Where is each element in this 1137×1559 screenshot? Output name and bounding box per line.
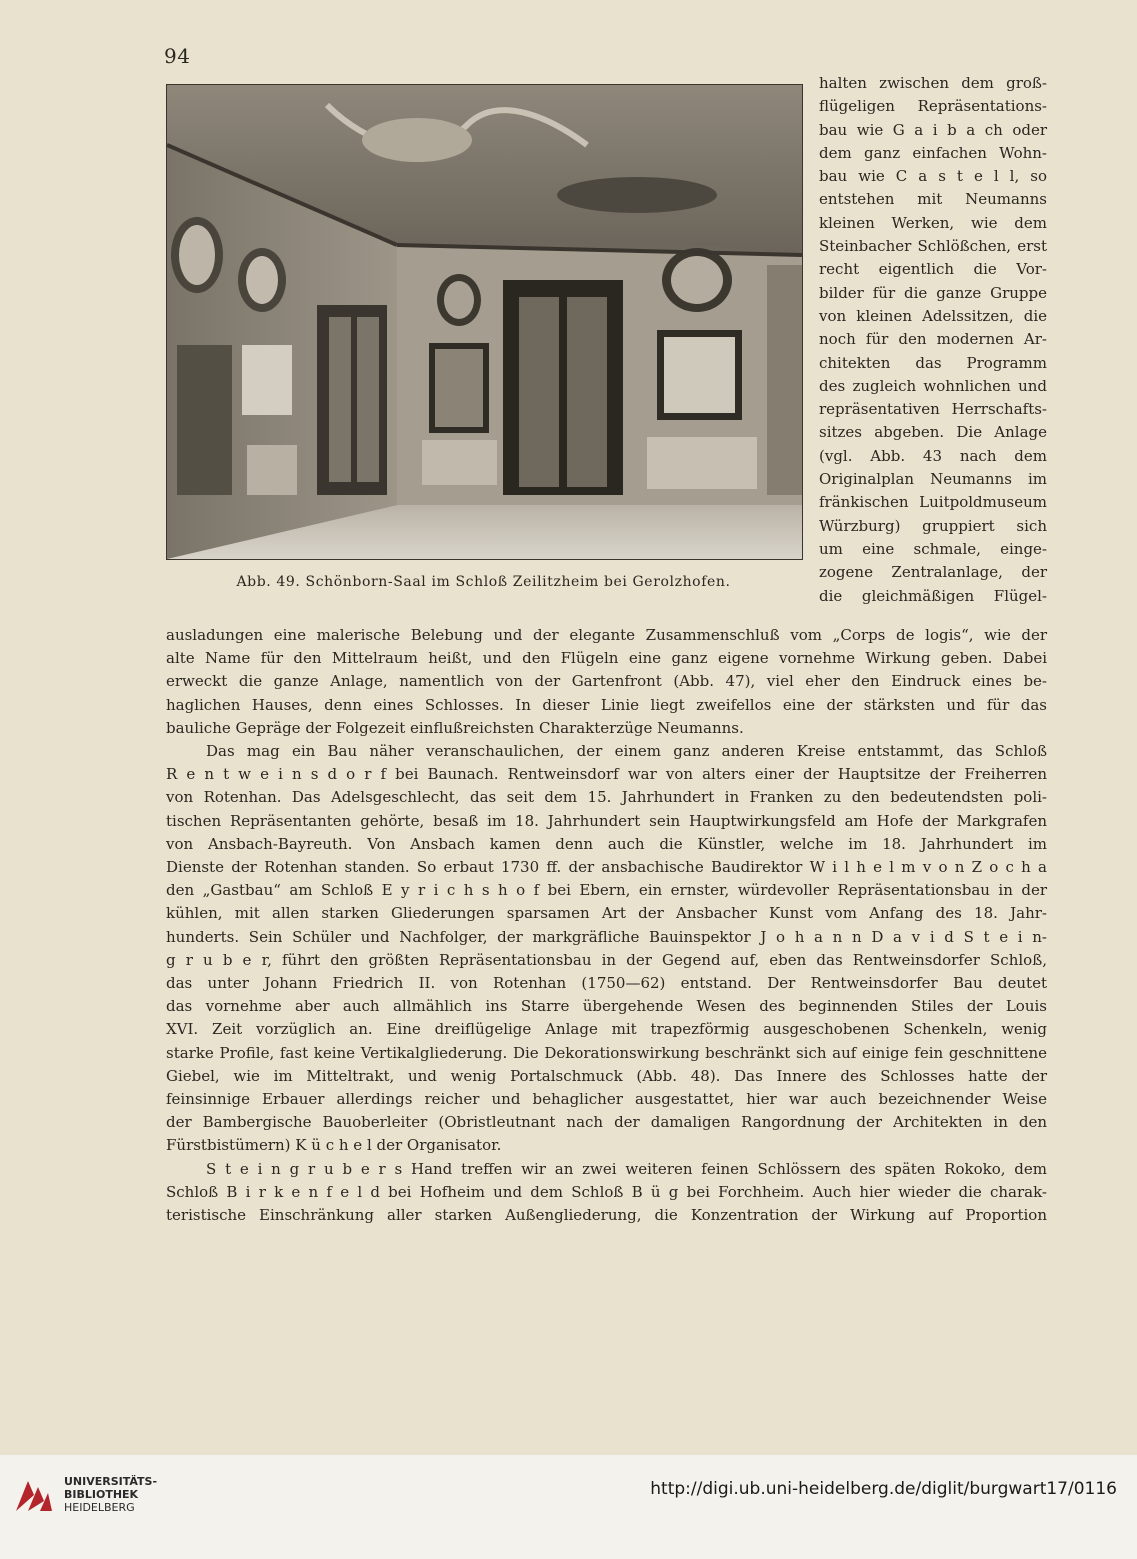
library-logo-icon — [14, 1477, 54, 1513]
text-line: um eine schmale, einge- — [819, 539, 1047, 558]
text-line: chitekten das Programm — [819, 353, 1047, 372]
text-line: flügeligen Repräsentations- — [819, 97, 1047, 116]
text-line: von kleinen Adelssitzen, die — [819, 306, 1047, 325]
text-line: tischen Repräsentanten gehörte, besaß im 18. Jahrhundert sein Hauptwirkungsfeld am Hofe der Markgrafen — [166, 811, 1047, 830]
text-line: hunderts. Sein Schüler und Nachfolger, der markgräfliche Bauinspektor J o h a n n D a v i d S t e i n- — [166, 927, 1047, 946]
text-line: repräsentativen Herrschafts- — [819, 400, 1047, 419]
text-line: XVI. Zeit vorzüglich an. Eine dreiflügelige Anlage mit trapezförmig ausgeschobenen Schenkeln, wenig — [166, 1020, 1047, 1039]
text-line: Das mag ein Bau näher veranschaulichen, der einem ganz anderen Kreise entstammt, das Schloß — [206, 742, 1047, 761]
text-line: R e n t w e i n s d o r f bei Baunach. Rentweinsdorf war von alters einer der Hauptsitze der Freiherren — [166, 765, 1047, 784]
figure-photograph — [166, 84, 803, 560]
text-line: noch für den modernen Ar- — [819, 330, 1047, 349]
main-text-column — [166, 624, 1047, 1227]
text-line: haglichen Hauses, denn eines Schlosses. In dieser Linie liegt zweifellos eine der stärksten und für das — [166, 695, 1047, 714]
text-line: alte Name für den Mittelraum heißt, und den Flügeln eine ganz eigene vornehme Wirkung geben. Dabei — [166, 649, 1047, 668]
text-line: Giebel, wie im Mitteltrakt, und wenig Portalschmuck (Abb. 48). Das Innere des Schlosses hatte der — [166, 1066, 1047, 1085]
text-line: (vgl. Abb. 43 nach dem — [819, 446, 1047, 465]
text-line: zogene Zentralanlage, der — [819, 563, 1047, 582]
text-line: halten zwischen dem groß- — [819, 74, 1047, 92]
text-line: das vornehme aber auch allmählich ins Starre übergehende Wesen des beginnenden Stiles der Louis — [166, 997, 1047, 1016]
figure-caption: Abb. 49. Schönborn-Saal im Schloß Zeilitzheim bei Gerolzhofen. — [236, 574, 731, 590]
library-name — [64, 1475, 157, 1514]
text-line: bau wie G a i b a ch oder — [819, 120, 1047, 139]
permalink-url[interactable]: http://digi.ub.uni-heidelberg.de/diglit/burgwart17/0116 — [650, 1479, 1117, 1499]
text-line: starke Profile, fast keine Vertikalgliederung. Die Dekorationswirkung beschränkt sich auf einige fein geschnittene — [166, 1043, 1047, 1062]
text-line: bau wie C a s t e l l, so — [819, 167, 1047, 186]
text-line: den „Gastbau“ am Schloß E y r i c h s h o f bei Ebern, ein ernster, würdevoller Repräsentationsbau in der — [166, 881, 1047, 900]
library-name-line: UNIVERSITÄTS- — [64, 1475, 158, 1488]
text-line: feinsinnige Erbauer allerdings reicher und behaglicher ausgestattet, hier war auch bezeichnender Weise — [166, 1090, 1047, 1109]
text-line: dem ganz einfachen Wohn- — [819, 143, 1047, 162]
footer-bar — [0, 1455, 1137, 1559]
text-line: von Rotenhan. Das Adelsgeschlecht, das seit dem 15. Jahrhundert in Franken zu den bedeutendsten poli- — [166, 788, 1047, 807]
text-line: teristische Einschränkung aller starken Außengliederung, die Konzentration der Wirkung auf Proportion — [166, 1206, 1047, 1225]
text-line: recht eigentlich die Vor- — [819, 260, 1047, 279]
text-line: entstehen mit Neumanns — [819, 190, 1047, 209]
room-photo-illustration — [167, 85, 802, 559]
text-line: die gleichmäßigen Flügel- — [819, 586, 1047, 605]
page-number: 94 — [164, 44, 191, 68]
text-line: Würzburg) gruppiert sich — [819, 516, 1047, 535]
text-line: Steinbacher Schlößchen, erst — [819, 237, 1047, 256]
text-line: ausladungen eine malerische Belebung und der elegante Zusammenschluß vom „Corps de logis“, wie der — [166, 626, 1047, 644]
library-name-line: BIBLIOTHEK — [64, 1488, 139, 1501]
text-line: Dienste der Rotenhan standen. So erbaut 1730 ff. der ansbachische Baudirektor W i l h e l m v o n Z o c h a — [166, 858, 1047, 877]
text-line: der Bambergische Bauoberleiter (Obristleutnant nach der damaligen Rangordnung der Architekten in den — [166, 1113, 1047, 1132]
text-line: g r u b e r, führt den größten Repräsentationsbau in der Gegend auf, eben das Rentweinsdorfer Schloß, — [166, 950, 1047, 969]
text-line: fränkischen Luitpoldmuseum — [819, 493, 1047, 512]
text-line: das unter Johann Friedrich II. von Rotenhan (1750—62) entstand. Der Rentweinsdorfer Bau deutet — [166, 974, 1047, 993]
library-name-line: HEIDELBERG — [64, 1501, 135, 1514]
text-line: kühlen, mit allen starken Gliederungen sparsamen Art der Ansbacher Kunst vom Anfang des 18. Jahr- — [166, 904, 1047, 923]
text-line: Schloß B i r k e n f e l d bei Hofheim und dem Schloß B ü g bei Forchheim. Auch hier wieder die charak- — [166, 1182, 1047, 1201]
text-line: S t e i n g r u b e r s Hand treffen wir an zwei weiteren feinen Schlössern des späten Rokoko, dem — [206, 1159, 1047, 1178]
text-line: des zugleich wohnlichen und — [819, 376, 1047, 395]
text-line: erweckt die ganze Anlage, namentlich von der Gartenfront (Abb. 47), viel eher den Eindruck eines be- — [166, 672, 1047, 691]
side-text-column — [819, 72, 1047, 608]
text-line: bilder für die ganze Gruppe — [819, 283, 1047, 302]
text-line: bauliche Gepräge der Folgezeit einflußreichsten Charakterzüge Neumanns. — [166, 718, 744, 737]
text-line: von Ansbach-Bayreuth. Von Ansbach kamen denn auch die Künstler, welche im 18. Jahrhundert im — [166, 834, 1047, 853]
text-line: Originalplan Neumanns im — [819, 470, 1047, 489]
text-line: Fürstbistümern) K ü c h e l der Organisator. — [166, 1136, 502, 1155]
text-line: sitzes abgeben. Die Anlage — [819, 423, 1047, 442]
text-line: kleinen Werken, wie dem — [819, 213, 1047, 232]
